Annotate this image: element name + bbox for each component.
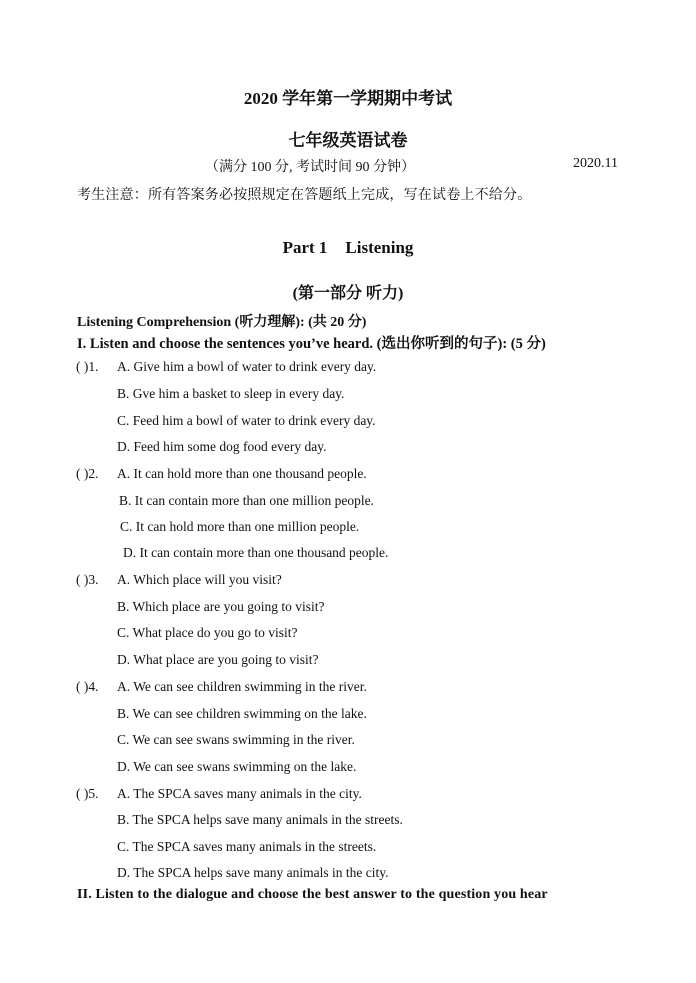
question-number: 2. [88, 466, 99, 481]
answer-blank[interactable]: ( ) [76, 572, 89, 587]
option-c: C. It can hold more than one million people. [120, 519, 360, 534]
option-b: B. The SPCA helps save many animals in the streets. [117, 812, 403, 827]
option-d: D. Feed him some dog food every day. [117, 439, 327, 454]
candidate-notice: 考生注意：所有答案务必按照规定在答题纸上完成，写在试卷上不给分。 [77, 188, 532, 203]
question-stem [76, 466, 99, 482]
section-2-instruction: II. Listen to the dialogue and choose the best answer to the question you hear [77, 887, 548, 902]
option-a: A. Which place will you visit? [117, 572, 282, 587]
question-number: 5. [88, 786, 99, 801]
question-stem [76, 359, 99, 375]
option-a: A. Give him a bowl of water to drink every day. [117, 359, 377, 374]
exam-date: 2020.11 [573, 156, 618, 171]
option-d: D. The SPCA helps save many animals in the city. [117, 865, 389, 880]
part-title [0, 238, 696, 258]
option-c: C. What place do you go to visit? [117, 625, 298, 640]
option-a: A. We can see children swimming in the river. [117, 679, 367, 694]
option-a: A. It can hold more than one thousand people. [117, 466, 367, 481]
option-d: D. We can see swans swimming on the lake. [117, 759, 357, 774]
option-b: B. We can see children swimming on the lake. [117, 706, 367, 721]
listening-comprehension-heading: Listening Comprehension (听力理解): (共 20 分) [77, 315, 367, 330]
part-number: Part 1 [282, 238, 328, 257]
exam-info: （满分 100 分, 考试时间 90 分钟） [205, 160, 415, 175]
question-number: 3. [88, 572, 99, 587]
option-c: C. We can see swans swimming in the river. [117, 732, 355, 747]
answer-blank[interactable]: ( ) [76, 466, 89, 481]
section-1-instruction: I. Listen and choose the sentences you’ve heard. (选出你听到的句子): (5 分) [77, 336, 546, 352]
question-stem [76, 572, 99, 588]
answer-blank[interactable]: ( ) [76, 786, 89, 801]
answer-blank[interactable]: ( ) [76, 679, 89, 694]
option-b: B. It can contain more than one million people. [119, 493, 374, 508]
exam-subject-title: 七年级英语试卷 [288, 131, 408, 150]
part-title-chinese: (第一部分 听力) [292, 285, 404, 302]
answer-blank[interactable]: ( ) [76, 359, 89, 374]
option-b: B. Gve him a basket to sleep in every day. [117, 386, 345, 401]
option-c: C. Feed him a bowl of water to drink every day. [117, 413, 376, 428]
part-name: Listening [345, 238, 414, 257]
option-b: B. Which place are you going to visit? [117, 599, 325, 614]
question-number: 1. [88, 359, 99, 374]
option-d: D. It can contain more than one thousand people. [123, 545, 389, 560]
question-stem [76, 679, 99, 695]
option-a: A. The SPCA saves many animals in the city. [117, 786, 362, 801]
exam-title: 2020 学年第一学期期中考试 [243, 89, 453, 108]
option-d: D. What place are you going to visit? [117, 652, 319, 667]
question-stem [76, 786, 99, 802]
option-c: C. The SPCA saves many animals in the streets. [117, 839, 377, 854]
question-number: 4. [88, 679, 99, 694]
